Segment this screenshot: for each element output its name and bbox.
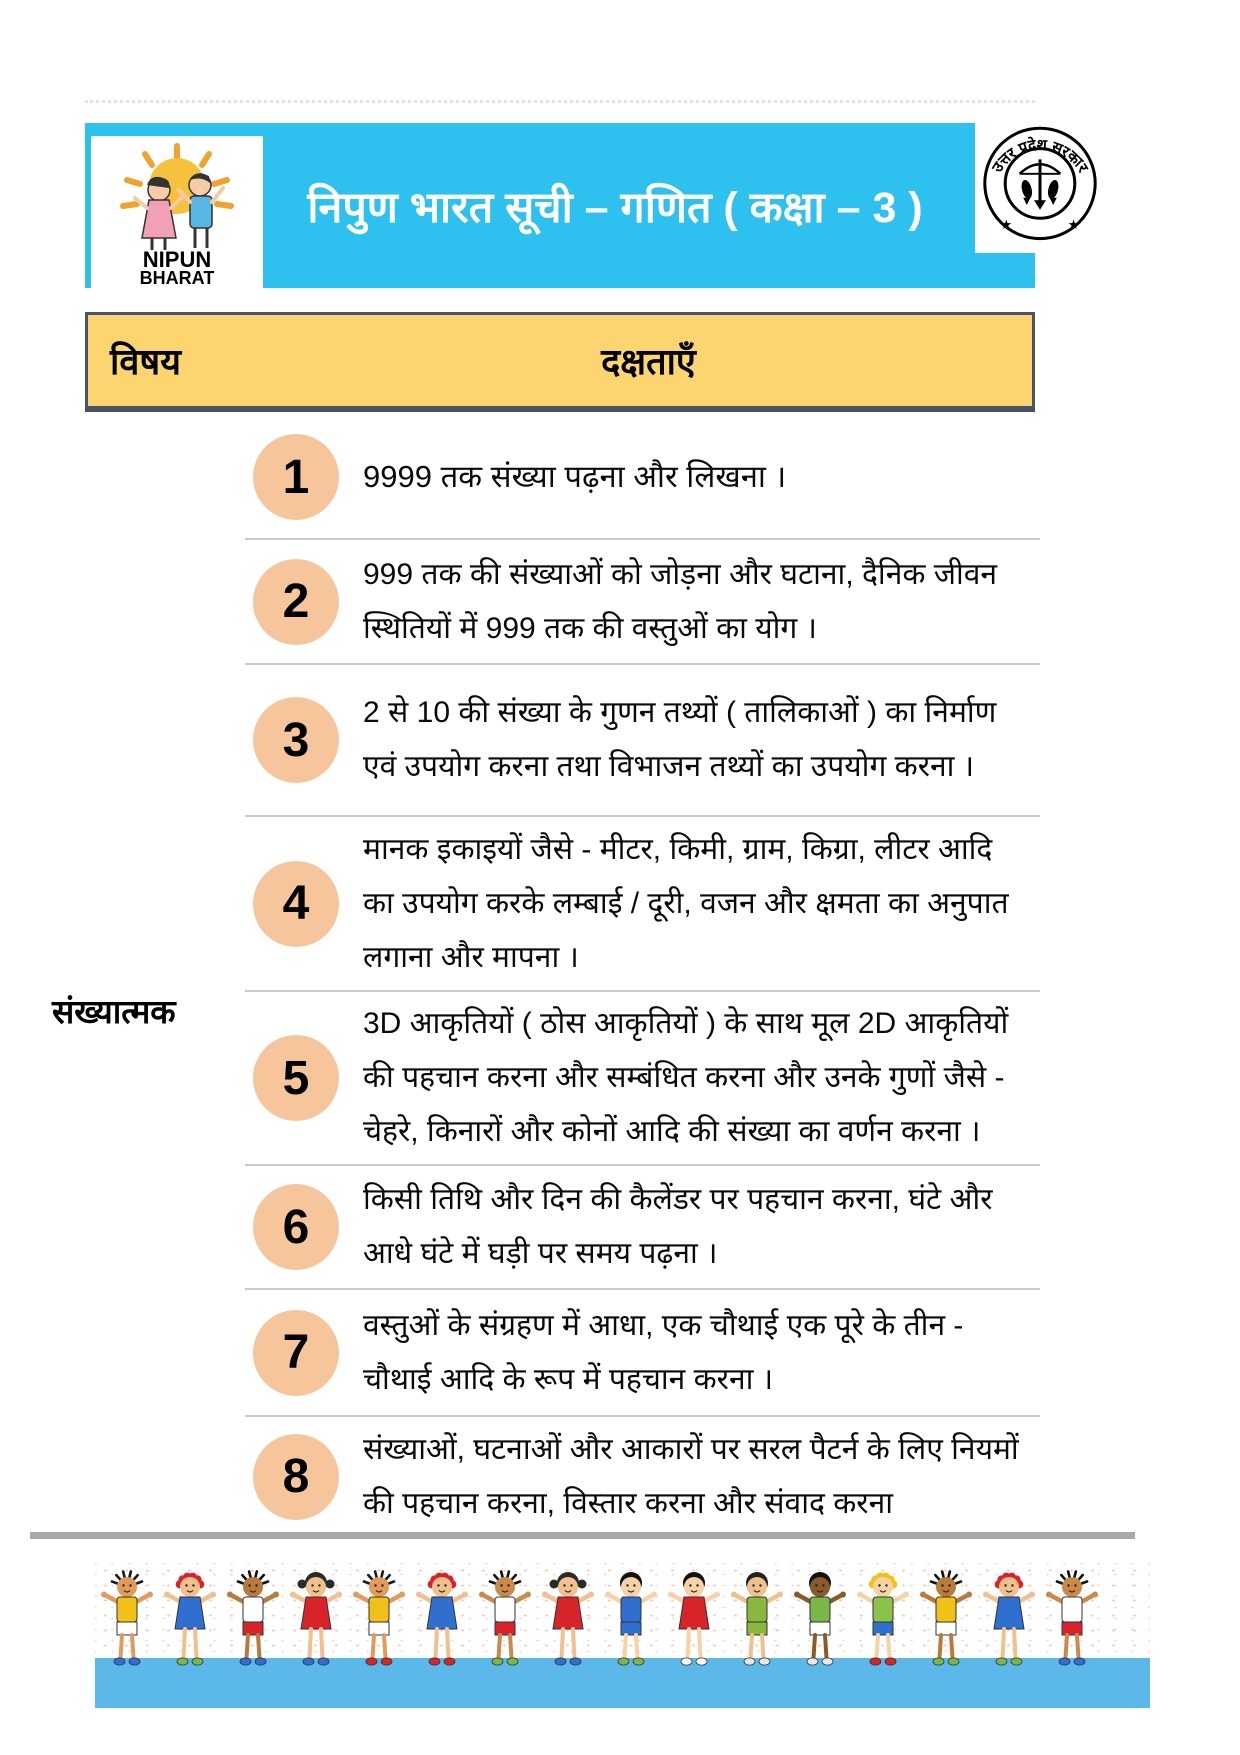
row-text: मानक इकाइयों जैसे - मीटर, किमी, ग्राम, किग्रा, लीटर आदि का उपयोग करके लम्बाई / दूरी, वजन और क्षमता का अनुपात लगाना और मापना । [363, 832, 1009, 974]
table-row [245, 538, 1040, 663]
header-band [85, 123, 1035, 288]
subject-label: संख्यात्मक [52, 993, 176, 1030]
row-text: 9999 तक संख्या पढ़ना और लिखना । [363, 459, 787, 494]
nipun-bharat-logo [91, 136, 263, 288]
row-text: 3D आकृतियों ( ठोस आकृतियों ) के साथ मूल 2D आकृतियों की पहचान करना और सम्बंधित करना और उनके गुणों जैसे - चेहरे, किनारों और कोनों आदि की संख्या का वर्णन करना । [363, 1007, 1009, 1148]
table-row [245, 1415, 1040, 1536]
row-number-badge: 1 [253, 434, 339, 520]
row-text: किसी तिथि और दिन की कैलेंडर पर पहचान करना, घंटे और आधे घंटे में घड़ी पर समय पढ़ना । [363, 1183, 993, 1270]
svg-text:★: ★ [1067, 217, 1080, 232]
row-number-badge: 3 [253, 697, 339, 783]
row-text: वस्तुओं के संग्रहण में आधा, एक चौथाई एक पूरे के तीन - चौथाई आदि के रूप में पहचान करना । [363, 1308, 964, 1396]
table-row [245, 990, 1040, 1164]
table-row [245, 815, 1040, 990]
footer-children-illustration [95, 1563, 1150, 1708]
row-number-badge: 7 [253, 1310, 339, 1396]
column-competency: दक्षताएँ [601, 341, 696, 382]
svg-text:★: ★ [1000, 217, 1013, 232]
table-column-header [85, 312, 1035, 412]
competency-table [245, 416, 1040, 1536]
row-number-badge: 5 [253, 1035, 339, 1121]
table-row [245, 416, 1040, 538]
table-row [245, 1164, 1040, 1288]
nipun-logo-icon [97, 138, 257, 286]
page-title: निपुण भारत सूची – गणित ( कक्षा – 3 ) [307, 184, 923, 232]
row-text: 2 से 10 की संख्या के गुणन तथ्यों ( तालिकाओं ) का निर्माण एवं उपयोग करना तथा विभाजन तथ्यों का उपयोग करना । [363, 696, 997, 783]
footer-children-svg [95, 1563, 1150, 1708]
table-row [245, 663, 1040, 815]
nipun-logo-line1: NIPUN [142, 247, 212, 272]
top-artifact-line [85, 100, 1035, 103]
row-number-badge: 6 [253, 1184, 339, 1270]
table-row [245, 1288, 1040, 1415]
row-number-badge: 2 [253, 559, 339, 645]
up-emblem-icon [980, 121, 1100, 247]
row-text: 999 तक की संख्याओं को जोड़ना और घटाना, दैनिक जीवन स्थितियों में 999 तक की वस्तुओं का योग । [363, 557, 998, 645]
up-govt-emblem [975, 115, 1105, 253]
row-text: संख्याओं, घटनाओं और आकारों पर सरल पैटर्न के लिए नियमों की पहचान करना, विस्तार करना और संवाद करना [363, 1432, 1019, 1520]
emblem-curved-text: उत्तर प्रदेश सरकार [988, 136, 1092, 176]
bottom-divider [30, 1532, 1135, 1539]
row-number-badge: 8 [253, 1434, 339, 1520]
column-subject: विषय [110, 341, 182, 382]
row-number-badge: 4 [253, 861, 339, 947]
nipun-logo-line2: BHARAT [139, 268, 215, 286]
